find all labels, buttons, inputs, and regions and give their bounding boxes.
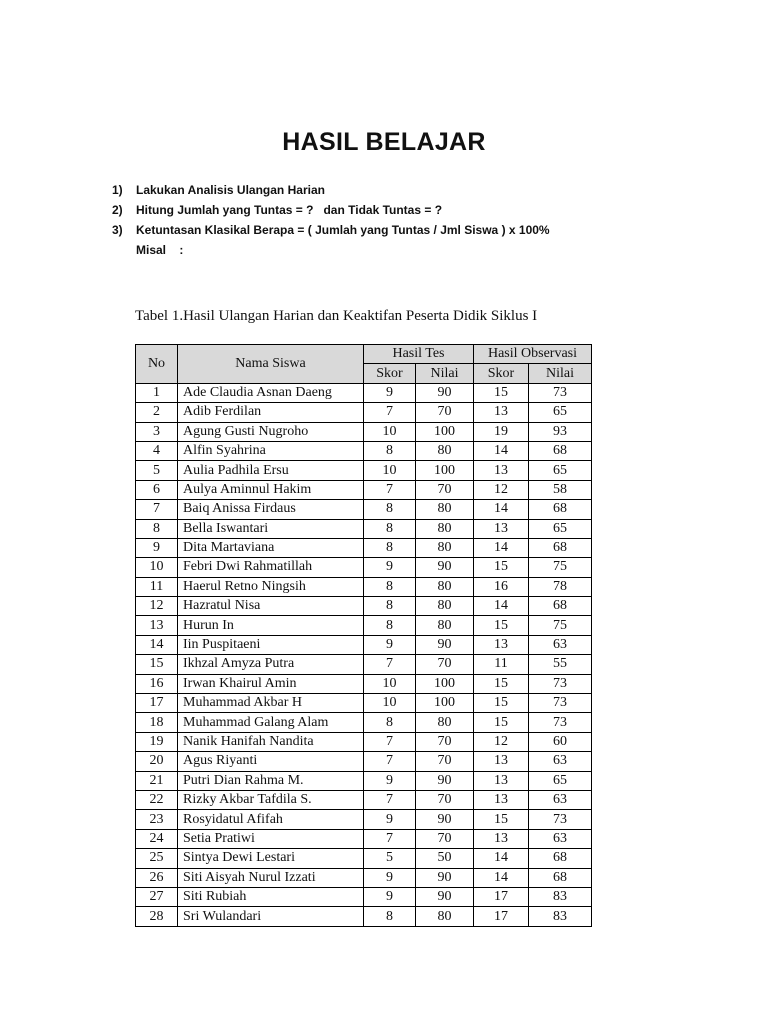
cell-test-nilai: 80 bbox=[416, 597, 474, 616]
cell-student-name: Setia Pratiwi bbox=[178, 829, 364, 848]
cell-student-name: Aulia Padhila Ersu bbox=[178, 461, 364, 480]
cell-obs-skor: 15 bbox=[474, 810, 529, 829]
cell-student-name: Febri Dwi Rahmatillah bbox=[178, 558, 364, 577]
cell-no: 9 bbox=[136, 538, 178, 557]
cell-test-nilai: 70 bbox=[416, 732, 474, 751]
cell-obs-skor: 12 bbox=[474, 480, 529, 499]
cell-test-nilai: 80 bbox=[416, 500, 474, 519]
cell-obs-nilai: 73 bbox=[529, 810, 592, 829]
cell-no: 28 bbox=[136, 907, 178, 926]
cell-test-skor: 7 bbox=[364, 480, 416, 499]
cell-obs-skor: 14 bbox=[474, 849, 529, 868]
cell-student-name: Iin Puspitaeni bbox=[178, 635, 364, 654]
cell-test-nilai: 90 bbox=[416, 887, 474, 906]
header-test-skor: Skor bbox=[364, 364, 416, 383]
cell-obs-skor: 14 bbox=[474, 538, 529, 557]
cell-obs-nilai: 73 bbox=[529, 383, 592, 402]
cell-student-name: Ikhzal Amyza Putra bbox=[178, 655, 364, 674]
cell-student-name: Baiq Anissa Firdaus bbox=[178, 500, 364, 519]
cell-obs-skor: 14 bbox=[474, 441, 529, 460]
cell-test-skor: 9 bbox=[364, 383, 416, 402]
cell-test-skor: 7 bbox=[364, 403, 416, 422]
table-row bbox=[136, 752, 592, 771]
cell-test-nilai: 70 bbox=[416, 790, 474, 809]
cell-obs-skor: 11 bbox=[474, 655, 529, 674]
cell-test-skor: 9 bbox=[364, 771, 416, 790]
header-name: Nama Siswa bbox=[178, 345, 364, 384]
cell-no: 4 bbox=[136, 441, 178, 460]
cell-no: 21 bbox=[136, 771, 178, 790]
cell-obs-nilai: 83 bbox=[529, 907, 592, 926]
cell-no: 17 bbox=[136, 694, 178, 713]
table-caption: Tabel 1.Hasil Ulangan Harian dan Keaktifan Peserta Didik Siklus I bbox=[135, 308, 538, 324]
cell-test-nilai: 100 bbox=[416, 694, 474, 713]
cell-student-name: Muhammad Akbar H bbox=[178, 694, 364, 713]
cell-obs-nilai: 75 bbox=[529, 616, 592, 635]
cell-obs-skor: 14 bbox=[474, 868, 529, 887]
cell-test-skor: 5 bbox=[364, 849, 416, 868]
instruction-number: 2) bbox=[112, 203, 123, 217]
cell-student-name: Dita Martaviana bbox=[178, 538, 364, 557]
cell-no: 5 bbox=[136, 461, 178, 480]
instruction-item bbox=[112, 180, 550, 200]
table-row bbox=[136, 829, 592, 848]
cell-obs-nilai: 65 bbox=[529, 771, 592, 790]
cell-student-name: Rosyidatul Afifah bbox=[178, 810, 364, 829]
cell-no: 24 bbox=[136, 829, 178, 848]
cell-test-skor: 7 bbox=[364, 752, 416, 771]
cell-test-nilai: 100 bbox=[416, 674, 474, 693]
instruction-number bbox=[112, 240, 136, 260]
instruction-item bbox=[112, 220, 550, 240]
cell-no: 6 bbox=[136, 480, 178, 499]
cell-student-name: Sri Wulandari bbox=[178, 907, 364, 926]
table-row bbox=[136, 422, 592, 441]
cell-no: 25 bbox=[136, 849, 178, 868]
table-row bbox=[136, 597, 592, 616]
header-no: No bbox=[136, 345, 178, 384]
cell-test-nilai: 70 bbox=[416, 480, 474, 499]
header-row bbox=[136, 345, 592, 364]
table-row bbox=[136, 616, 592, 635]
cell-student-name: Aulya Aminnul Hakim bbox=[178, 480, 364, 499]
cell-test-nilai: 90 bbox=[416, 868, 474, 887]
cell-test-skor: 9 bbox=[364, 868, 416, 887]
cell-obs-skor: 14 bbox=[474, 597, 529, 616]
cell-student-name: Hurun In bbox=[178, 616, 364, 635]
cell-no: 27 bbox=[136, 887, 178, 906]
table-row bbox=[136, 694, 592, 713]
cell-student-name: Nanik Hanifah Nandita bbox=[178, 732, 364, 751]
cell-no: 14 bbox=[136, 635, 178, 654]
table-row bbox=[136, 403, 592, 422]
cell-obs-skor: 15 bbox=[474, 558, 529, 577]
table-row bbox=[136, 635, 592, 654]
cell-obs-skor: 17 bbox=[474, 907, 529, 926]
cell-obs-nilai: 55 bbox=[529, 655, 592, 674]
cell-no: 22 bbox=[136, 790, 178, 809]
cell-test-nilai: 90 bbox=[416, 383, 474, 402]
cell-obs-nilai: 65 bbox=[529, 519, 592, 538]
table-row bbox=[136, 790, 592, 809]
cell-test-skor: 7 bbox=[364, 732, 416, 751]
cell-no: 11 bbox=[136, 577, 178, 596]
cell-no: 26 bbox=[136, 868, 178, 887]
cell-student-name: Rizky Akbar Tafdila S. bbox=[178, 790, 364, 809]
instruction-text: Hitung Jumlah yang Tuntas = ? dan Tidak Tuntas = ? bbox=[136, 203, 443, 217]
table-row bbox=[136, 713, 592, 732]
cell-test-nilai: 70 bbox=[416, 829, 474, 848]
cell-student-name: Irwan Khairul Amin bbox=[178, 674, 364, 693]
cell-obs-nilai: 68 bbox=[529, 597, 592, 616]
table-header bbox=[136, 345, 592, 384]
cell-student-name: Agus Riyanti bbox=[178, 752, 364, 771]
cell-test-nilai: 80 bbox=[416, 519, 474, 538]
results-table bbox=[135, 344, 592, 927]
cell-no: 7 bbox=[136, 500, 178, 519]
cell-test-nilai: 90 bbox=[416, 635, 474, 654]
cell-student-name: Haerul Retno Ningsih bbox=[178, 577, 364, 596]
cell-no: 20 bbox=[136, 752, 178, 771]
table-row bbox=[136, 771, 592, 790]
cell-test-nilai: 100 bbox=[416, 461, 474, 480]
cell-test-skor: 9 bbox=[364, 887, 416, 906]
table-row bbox=[136, 500, 592, 519]
cell-obs-skor: 15 bbox=[474, 713, 529, 732]
cell-test-nilai: 90 bbox=[416, 558, 474, 577]
cell-test-skor: 8 bbox=[364, 577, 416, 596]
cell-obs-nilai: 73 bbox=[529, 713, 592, 732]
cell-test-skor: 8 bbox=[364, 538, 416, 557]
table-row bbox=[136, 887, 592, 906]
cell-test-skor: 8 bbox=[364, 441, 416, 460]
table-body bbox=[136, 383, 592, 926]
header-group-observation: Hasil Observasi bbox=[474, 345, 592, 364]
header-test-nilai: Nilai bbox=[416, 364, 474, 383]
instruction-item bbox=[112, 240, 550, 260]
cell-no: 23 bbox=[136, 810, 178, 829]
cell-obs-nilai: 68 bbox=[529, 538, 592, 557]
cell-obs-skor: 15 bbox=[474, 383, 529, 402]
cell-obs-nilai: 75 bbox=[529, 558, 592, 577]
cell-obs-skor: 13 bbox=[474, 829, 529, 848]
cell-student-name: Alfin Syahrina bbox=[178, 441, 364, 460]
cell-student-name: Adib Ferdilan bbox=[178, 403, 364, 422]
cell-test-skor: 8 bbox=[364, 907, 416, 926]
cell-obs-skor: 13 bbox=[474, 519, 529, 538]
header-obs-skor: Skor bbox=[474, 364, 529, 383]
cell-obs-nilai: 73 bbox=[529, 674, 592, 693]
cell-obs-skor: 15 bbox=[474, 694, 529, 713]
instruction-number: 1) bbox=[112, 183, 123, 197]
cell-obs-skor: 13 bbox=[474, 752, 529, 771]
cell-student-name: Putri Dian Rahma M. bbox=[178, 771, 364, 790]
cell-obs-nilai: 65 bbox=[529, 461, 592, 480]
header-obs-nilai: Nilai bbox=[529, 364, 592, 383]
cell-test-skor: 7 bbox=[364, 790, 416, 809]
cell-student-name: Muhammad Galang Alam bbox=[178, 713, 364, 732]
cell-test-nilai: 80 bbox=[416, 713, 474, 732]
cell-test-skor: 9 bbox=[364, 558, 416, 577]
cell-no: 8 bbox=[136, 519, 178, 538]
table-row bbox=[136, 868, 592, 887]
cell-student-name: Sintya Dewi Lestari bbox=[178, 849, 364, 868]
cell-test-skor: 9 bbox=[364, 635, 416, 654]
cell-student-name: Ade Claudia Asnan Daeng bbox=[178, 383, 364, 402]
cell-test-nilai: 80 bbox=[416, 538, 474, 557]
cell-obs-skor: 13 bbox=[474, 403, 529, 422]
cell-test-nilai: 70 bbox=[416, 655, 474, 674]
cell-test-skor: 10 bbox=[364, 461, 416, 480]
cell-student-name: Siti Aisyah Nurul Izzati bbox=[178, 868, 364, 887]
table-row bbox=[136, 558, 592, 577]
table-row bbox=[136, 655, 592, 674]
cell-test-nilai: 80 bbox=[416, 616, 474, 635]
table-row bbox=[136, 732, 592, 751]
table-row bbox=[136, 480, 592, 499]
cell-test-skor: 8 bbox=[364, 616, 416, 635]
cell-test-nilai: 80 bbox=[416, 441, 474, 460]
cell-obs-skor: 17 bbox=[474, 887, 529, 906]
cell-obs-nilai: 83 bbox=[529, 887, 592, 906]
cell-test-skor: 10 bbox=[364, 674, 416, 693]
instruction-item bbox=[112, 200, 550, 220]
table-row bbox=[136, 519, 592, 538]
cell-student-name: Bella Iswantari bbox=[178, 519, 364, 538]
cell-obs-nilai: 60 bbox=[529, 732, 592, 751]
cell-obs-nilai: 68 bbox=[529, 441, 592, 460]
cell-test-skor: 8 bbox=[364, 519, 416, 538]
instruction-text: Misal : bbox=[136, 243, 184, 257]
instruction-text: Lakukan Analisis Ulangan Harian bbox=[136, 183, 325, 197]
cell-no: 10 bbox=[136, 558, 178, 577]
page-title: HASIL BELAJAR bbox=[282, 128, 486, 156]
cell-test-nilai: 90 bbox=[416, 810, 474, 829]
cell-obs-nilai: 63 bbox=[529, 752, 592, 771]
cell-student-name: Siti Rubiah bbox=[178, 887, 364, 906]
cell-obs-nilai: 63 bbox=[529, 635, 592, 654]
cell-obs-nilai: 63 bbox=[529, 829, 592, 848]
cell-test-nilai: 70 bbox=[416, 752, 474, 771]
table-row bbox=[136, 849, 592, 868]
cell-test-nilai: 90 bbox=[416, 771, 474, 790]
cell-obs-skor: 15 bbox=[474, 674, 529, 693]
cell-obs-nilai: 65 bbox=[529, 403, 592, 422]
table-row bbox=[136, 441, 592, 460]
cell-test-nilai: 100 bbox=[416, 422, 474, 441]
cell-test-skor: 8 bbox=[364, 713, 416, 732]
table-row bbox=[136, 538, 592, 557]
cell-student-name: Hazratul Nisa bbox=[178, 597, 364, 616]
table-row bbox=[136, 810, 592, 829]
cell-obs-skor: 13 bbox=[474, 790, 529, 809]
cell-obs-nilai: 68 bbox=[529, 849, 592, 868]
cell-obs-skor: 12 bbox=[474, 732, 529, 751]
cell-no: 16 bbox=[136, 674, 178, 693]
cell-obs-skor: 13 bbox=[474, 635, 529, 654]
cell-test-skor: 7 bbox=[364, 829, 416, 848]
instruction-list bbox=[112, 180, 550, 260]
cell-student-name: Agung Gusti Nugroho bbox=[178, 422, 364, 441]
cell-obs-skor: 16 bbox=[474, 577, 529, 596]
cell-no: 3 bbox=[136, 422, 178, 441]
table-row bbox=[136, 383, 592, 402]
instruction-text: Ketuntasan Klasikal Berapa = ( Jumlah yang Tuntas / Jml Siswa ) x 100% bbox=[136, 223, 550, 237]
cell-test-skor: 9 bbox=[364, 810, 416, 829]
table-row bbox=[136, 461, 592, 480]
table-row bbox=[136, 577, 592, 596]
cell-obs-nilai: 68 bbox=[529, 868, 592, 887]
cell-test-skor: 10 bbox=[364, 422, 416, 441]
cell-no: 1 bbox=[136, 383, 178, 402]
cell-test-nilai: 70 bbox=[416, 403, 474, 422]
cell-no: 15 bbox=[136, 655, 178, 674]
cell-obs-nilai: 58 bbox=[529, 480, 592, 499]
cell-test-skor: 7 bbox=[364, 655, 416, 674]
cell-test-nilai: 50 bbox=[416, 849, 474, 868]
cell-no: 2 bbox=[136, 403, 178, 422]
cell-obs-nilai: 93 bbox=[529, 422, 592, 441]
cell-obs-nilai: 68 bbox=[529, 500, 592, 519]
cell-obs-skor: 14 bbox=[474, 500, 529, 519]
header-group-test: Hasil Tes bbox=[364, 345, 474, 364]
cell-obs-nilai: 73 bbox=[529, 694, 592, 713]
cell-obs-nilai: 78 bbox=[529, 577, 592, 596]
cell-obs-skor: 19 bbox=[474, 422, 529, 441]
cell-test-skor: 8 bbox=[364, 500, 416, 519]
table-row bbox=[136, 674, 592, 693]
cell-no: 18 bbox=[136, 713, 178, 732]
cell-no: 13 bbox=[136, 616, 178, 635]
cell-obs-skor: 15 bbox=[474, 616, 529, 635]
cell-no: 19 bbox=[136, 732, 178, 751]
cell-test-skor: 8 bbox=[364, 597, 416, 616]
cell-obs-nilai: 63 bbox=[529, 790, 592, 809]
cell-no: 12 bbox=[136, 597, 178, 616]
instruction-number: 3) bbox=[112, 223, 123, 237]
cell-test-skor: 10 bbox=[364, 694, 416, 713]
table-row bbox=[136, 907, 592, 926]
cell-obs-skor: 13 bbox=[474, 771, 529, 790]
cell-test-nilai: 80 bbox=[416, 577, 474, 596]
cell-obs-skor: 13 bbox=[474, 461, 529, 480]
cell-test-nilai: 80 bbox=[416, 907, 474, 926]
